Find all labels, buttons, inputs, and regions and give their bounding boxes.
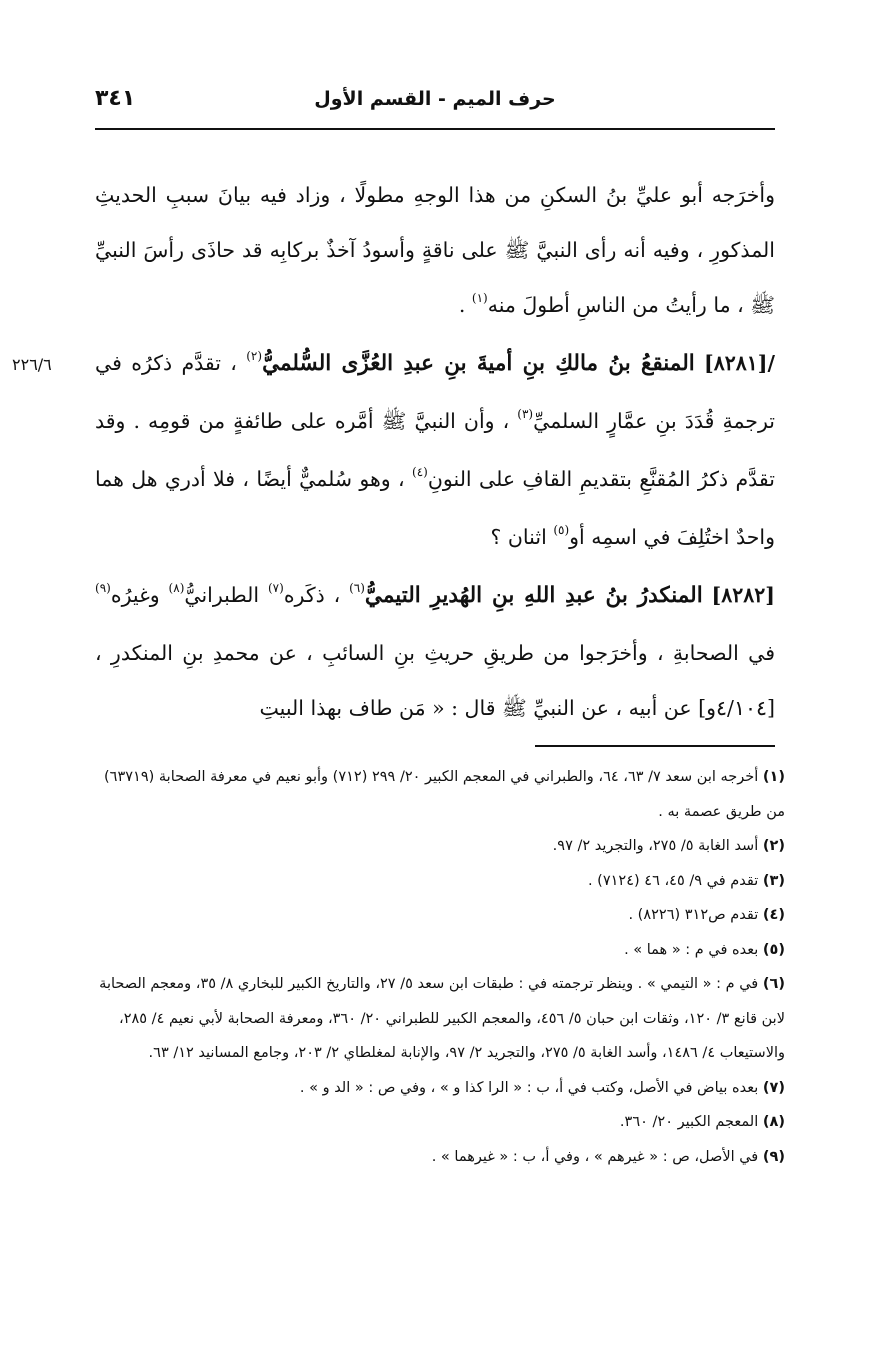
entry-number: /[٨٢٨١] — [704, 351, 775, 375]
footnote-number: (٣) — [762, 872, 785, 889]
footnote-6 — [95, 967, 785, 1071]
footnote-ref-6: (٦) — [349, 581, 365, 595]
paragraph-1-text: وأخرَجه أبو عليِّ بنُ السكنِ من هذا الوجهِ مطولًا ، وزاد فيه بيانَ سببِ الحديثِ المذكورِ ، وفيه أنه رأى النبيَّ ﷺ على ناقةٍ وأسودُ آخذٌ بركابِه قد حاذَى رأسَ النبيِّ ﷺ ، ما رأيتُ من الناسِ أطولَ منه — [95, 183, 775, 317]
entry-text: اثنان ؟ — [490, 525, 547, 549]
footnote-7 — [95, 1071, 785, 1106]
footnote-text: المعجم الكبير ٢٠/ ٣٦٠. — [619, 1114, 759, 1130]
entry-name: المنكدرُ بنُ عبدِ اللهِ بنِ الهُديرِ التيميُّ — [364, 583, 703, 608]
footnote-1 — [95, 760, 785, 829]
entry-8281 — [95, 336, 775, 568]
footnote-number: (٧) — [762, 1079, 785, 1096]
footnote-ref-8: (٨) — [168, 581, 185, 595]
footnote-ref-7: (٧) — [267, 581, 284, 595]
margin-volume-page-note: ٢٢٦/٦ — [12, 355, 52, 374]
footnote-ref-1: (١) — [471, 291, 488, 305]
footnote-3 — [95, 864, 785, 899]
footnote-text: تقدم في ٩/ ٤٥، ٤٦ (٧١٢٤) . — [587, 872, 759, 889]
footnote-text: تقدم ص٣١٢ (٨٢٢٦) . — [628, 907, 759, 923]
entry-text: وغيرُه — [110, 583, 160, 607]
footnote-ref-2: (٢) — [246, 349, 263, 363]
footnote-ref-9: (٩) — [95, 581, 111, 595]
footnote-text: أخرجه ابن سعد ٧/ ٦٣، ٦٤، والطبراني في المعجم الكبير ٢٠/ ٢٩٩ (٧١٢) وأبو نعيم في معرفة الصحابة (٦٣٧١٩) من طريق عصمة به . — [104, 769, 785, 820]
paragraph-1-end: . — [458, 293, 472, 317]
footnote-number: (٢) — [762, 838, 785, 854]
footnote-number: (٥) — [762, 941, 785, 958]
footnote-ref-4: (٤) — [412, 465, 428, 479]
footnote-text: بعده في م : « هما » . — [624, 941, 759, 958]
entry-8282 — [95, 568, 775, 736]
paragraph-1 — [95, 168, 775, 336]
footnote-number: (٨) — [762, 1114, 785, 1130]
footnote-text: بعده بياض في الأصل، وكتب في أ، ب : « الرا كذا و » ، وفي ص : « الد و » . — [299, 1079, 759, 1096]
footnote-ref-5: (٥) — [553, 523, 570, 537]
footnote-text: في الأصل، ص : « غيرهم » ، وفي أ، ب : « غيرهما » . — [431, 1148, 759, 1165]
entry-text: ، ذكَره — [283, 583, 341, 607]
entry-text: ، وهو سُلميٌّ أيضًا ، فلا أدري هل هما واحدٌ اختُلِفَ في اسمِه أو — [95, 467, 775, 549]
footnote-9 — [95, 1140, 785, 1175]
entry-text: في الصحابةِ ، وأخرَجوا من طريقِ حريثِ بنِ السائبِ ، عن محمدِ بنِ المنكدرِ ، [٤/١٠٤و] عن أبيه ، عن النبيِّ ﷺ قال : « مَن طاف بهذا البيتِ — [95, 641, 775, 720]
running-header — [95, 84, 775, 130]
entry-text: الطبرانيُّ — [184, 583, 260, 607]
page-number: ٣٤١ — [95, 86, 136, 111]
entry-number: [٨٢٨٢] — [711, 583, 775, 607]
footnotes — [95, 760, 785, 1174]
footnote-ref-3: (٣) — [517, 407, 534, 421]
main-text — [95, 168, 775, 736]
footnote-text: أسد الغابة ٥/ ٢٧٥، والتجريد ٢/ ٩٧. — [552, 838, 759, 854]
chapter-title: حرف الميم - القسم الأول — [314, 88, 556, 110]
entry-text: ، تقدَّم ذكرُه في ترجمةِ قُدَدَ بنِ عمَّارٍ السلميِّ — [95, 351, 775, 433]
footnote-separator — [535, 745, 775, 747]
footnote-number: (٤) — [762, 907, 785, 923]
footnote-number: (١) — [762, 769, 785, 785]
footnote-8 — [95, 1105, 785, 1140]
footnote-5 — [95, 933, 785, 968]
footnote-text: في م : « التيمي » . وينظر ترجمته في : طبقات ابن سعد ٥/ ٢٧، والتاريخ الكبير للبخاري ٨/ ٣٥، ومعجم الصحابة لابن قانع ٣/ ١٢٠، وثقات ابن حبان ٥/ ٤٥٦، والمعجم الكبير للطبراني ٢٠/ ٣٦٠، ومعرفة الصحابة لأبي نعيم ٤/ ٢٨٥، والاستيعاب ٤/ ١٤٨٦، وأسد الغابة ٥/ ٢٧٥، والتجريد ٢/ ٩٧، والإنابة لمغلطاي ٢/ ٢٠٣، وجامع المسانيد ١٢/ ٦٣. — [99, 976, 785, 1061]
entry-name: المنقعُ بنُ مالكِ بنِ أميةَ بنِ عبدِ العُزَّى السُّلميُّ — [262, 351, 695, 376]
footnote-number: (٦) — [762, 976, 785, 992]
entry-text: ، وأن النبيَّ ﷺ أمَّره على طائفةٍ من قومِه . وقد تقدَّم ذكرُ المُقنَّعِ بتقديمِ القافِ على النونِ — [95, 409, 775, 491]
footnote-number: (٩) — [762, 1148, 785, 1165]
footnote-2 — [95, 829, 785, 864]
footnote-4 — [95, 898, 785, 933]
